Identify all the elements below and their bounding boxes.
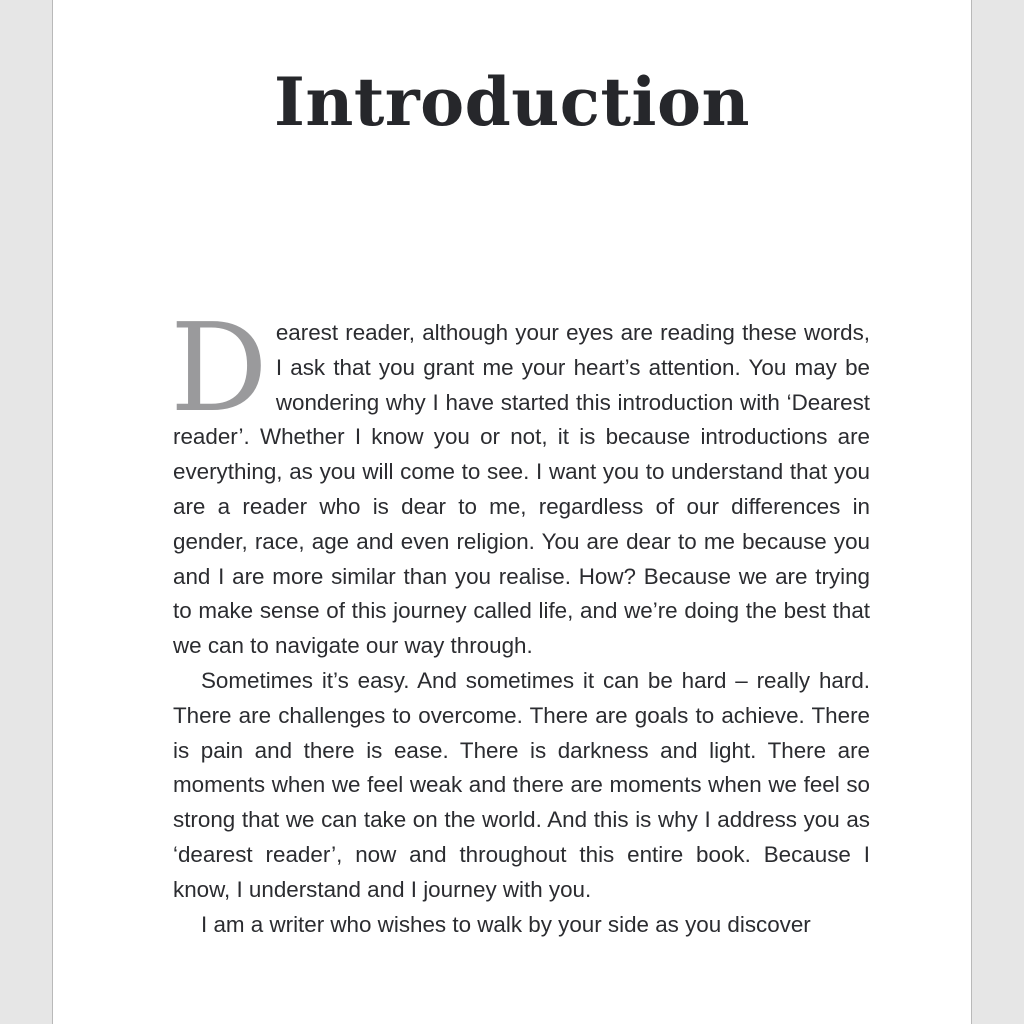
book-page	[52, 0, 972, 1024]
drop-cap: D	[170, 297, 268, 439]
chapter-title: Introduction	[273, 63, 751, 141]
paragraph-2: Sometimes it’s easy. And sometimes it can be hard – really hard. There are challenges to overcome. There are goals to achieve. There is pain and there is ease. There is darkness and light. There are moments when we feel weak and there are moments when we feel so strong that we can take on the world. And this is why I address you as ‘dearest reader’, now and throughout this entire book. Because I know, I understand and I journey with you.	[173, 667, 870, 902]
paragraph-1	[170, 297, 870, 664]
paragraph-1-text: earest reader, although your eyes are reading these words, I ask that you grant me your heart’s attention. You may be wondering why I have started this introduction with ‘Dearest reader’. Whether I know you or not, it is because introductions are everything, as you will come to see. I want you to understand that you are a reader who is dear to me, regardless of our differences in gender, race, age and even religion. You are dear to me because you and I are more similar than you realise. How? Because we are trying to make sense of this journey called life, and we’re doing the best that we can to navigate our way through.	[173, 320, 870, 659]
chapter-body	[170, 297, 870, 942]
paragraph-3: I am a writer who wishes to walk by your side as you discover	[201, 911, 811, 937]
